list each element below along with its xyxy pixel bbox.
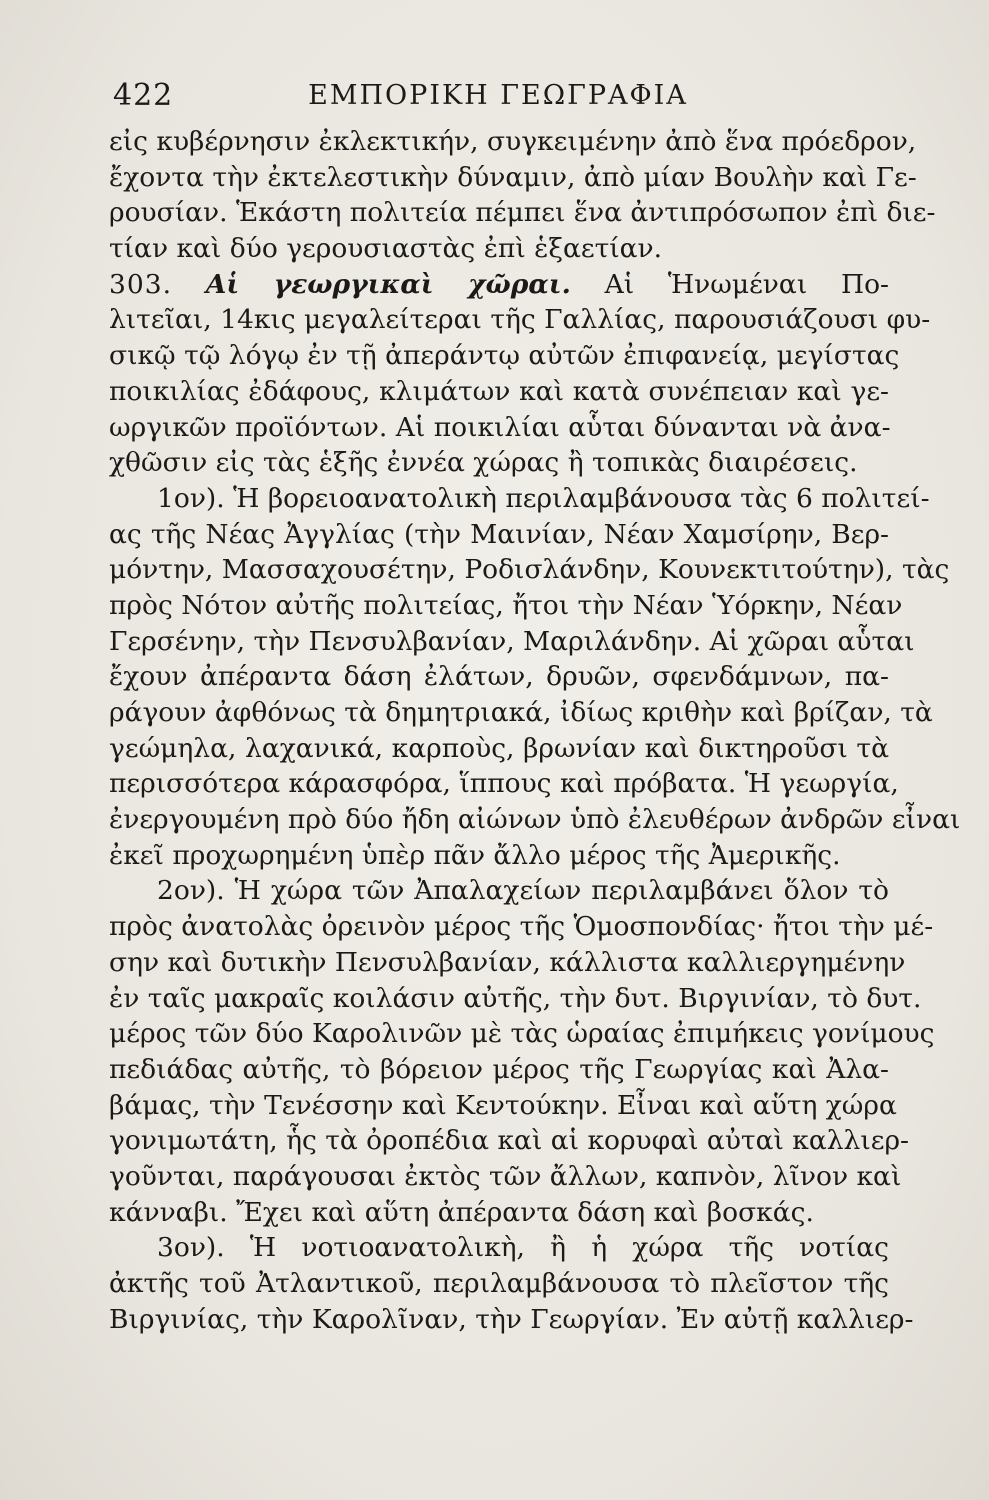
line-text: χθῶσιν εἰς τὰς ἑξῆς ἐννέα χώρας ἢ τοπικὰς διαιρέσεις. [109, 447, 858, 479]
line-text: πρὸς ἀνατολὰς ὀρεινὸν μέρος τῆς Ὁμοσπονδίας· ἤτοι τὴν μέ- [109, 911, 934, 943]
line-text: σικῷ τῷ λόγῳ ἐν τῇ ἀπεράντῳ αὐτῶν ἐπιφανείᾳ, μεγίστας [109, 340, 900, 372]
line-text: ποικιλίας ἐδάφους, κλιμάτων καὶ κατὰ συνέπειαν καὶ γε- [109, 375, 889, 407]
line-text: μόντην, Μασσαχουσέτην, Ροδισλάνδην, Κουνεκτιτούτην), τὰς [109, 554, 950, 586]
text-line [109, 302, 931, 338]
line-text: γοῦνται, παράγουσαι ἐκτὸς τῶν ἄλλων, καπνὸν, λῖνον καὶ [109, 1160, 902, 1192]
text-line [109, 195, 936, 231]
line-text: πεδιάδας αὐτῆς, τὸ βόρειον μέρος τῆς Γεωργίας καὶ Ἀλα- [109, 1053, 889, 1085]
line-text: ωργικῶν προϊόντων. Αἱ ποικιλίαι αὗται δύνανται νὰ ἀνα- [109, 411, 891, 443]
text-line [109, 1016, 935, 1052]
line-text: πρὸς Νότον αὐτῆς πολιτείας, ἤτοι τὴν Νέαν Ὑόρκην, Νέαν [109, 589, 903, 621]
line-text: 2ον). Ἡ χώρα τῶν Ἀπαλαχείων περιλαμβάνει ὅλον τὸ [157, 875, 889, 907]
line-text: τίαν καὶ δύο γερουσιαστὰς ἐπὶ ἑξαετίαν. [109, 233, 663, 265]
line-text: γεώμηλα, λαχανικά, καρποὺς, βρωνίαν καὶ δικτηροῦσι τὰ [109, 732, 889, 764]
line-text: Βιργινίας, τὴν Καρολῖναν, τὴν Γεωργίαν. Ἐν αὐτῇ καλλιερ- [109, 1303, 914, 1335]
text-line [109, 124, 917, 160]
text-line [109, 410, 889, 446]
line-text: κάνναβι. Ἔχει καὶ αὕτη ἀπέραντα δάση καὶ βοσκάς. [109, 1196, 814, 1228]
line-text: Γερσένην, τὴν Πενσυλβανίαν, Μαριλάνδην. Αἱ χῶραι αὗται [109, 625, 915, 657]
text-line [109, 588, 903, 624]
line-text: 3ον). Ἡ νοτιοανατολικὴ, ἢ ἡ χώρα τῆς νοτίας [157, 1232, 889, 1264]
text-line [109, 481, 930, 517]
text-line [109, 624, 915, 660]
text-line [109, 981, 922, 1017]
line-text: ρουσίαν. Ἑκάστη πολιτεία πέμπει ἕνα ἀντιπρόσωπον ἐπὶ διε- [109, 197, 936, 229]
text-line [109, 909, 934, 945]
line-text: λιτεῖαι, 14κις μεγαλείτεραι τῆς Γαλλίας, παρουσιάζουσι φυ- [109, 304, 931, 336]
line-text: περισσότερα κάρασφόρα, ἵππους καὶ πρόβατα. Ἡ γεωργία, [109, 768, 899, 800]
text-line [109, 802, 961, 838]
text-line [109, 1195, 889, 1231]
text-line [109, 873, 889, 909]
line-text: σην καὶ δυτικὴν Πενσυλβανίαν, κάλλιστα καλλιεργημένην [109, 946, 906, 978]
text-line [109, 1266, 889, 1302]
text-line [109, 445, 889, 481]
text-line [109, 1302, 914, 1338]
line-text: μέρος τῶν δύο Καρολινῶν μὲ τὰς ὡραίας ἐπιμήκεις γονίμους [109, 1018, 935, 1050]
text-line [109, 659, 889, 695]
page-header [113, 78, 883, 118]
text-line [109, 838, 889, 874]
text-line [109, 517, 889, 553]
text-line [109, 945, 906, 981]
text-line [109, 160, 917, 196]
line-text: εἰς κυβέρνησιν ἐκλεκτικήν, συγκειμένην ἀπὸ ἕνα πρόεδρον, [109, 126, 917, 157]
text-line [109, 1159, 902, 1195]
line-text: ἐκεῖ προχωρημένη ὑπὲρ πᾶν ἄλλο μέρος τῆς Ἀμερικῆς. [109, 839, 841, 871]
text-line [109, 766, 899, 802]
text-line [109, 552, 950, 588]
line-text: ἐν ταῖς μακραῖς κοιλάσιν αὐτῆς, τὴν δυτ. Βιργινίαν, τὸ δυτ. [109, 982, 922, 1014]
line-text: ας τῆς Νέας Ἀγγλίας (τὴν Μαινίαν, Νέαν Χαμσίρην, Βερ- [109, 518, 889, 550]
line-text: βάμας, τὴν Τενέσσην καὶ Κεντούκην. Εἶναι καὶ αὕτη χώρα [109, 1089, 897, 1121]
text-line [109, 1123, 910, 1159]
section-number: 303. [109, 268, 173, 300]
text-line [109, 374, 889, 410]
body-text [109, 124, 961, 1337]
page-number: 422 [113, 78, 174, 113]
text-line [109, 231, 889, 267]
line-text: Αἱ Ἡνωμέναι Πο- [570, 268, 889, 300]
running-title: ΕΜΠΟΡΙΚΗ ΓΕΩΓΡΑΦΙΑ [308, 80, 688, 111]
text-line [109, 731, 889, 767]
section-title: Αἱ γεωργικαὶ χῶραι. [205, 268, 571, 300]
text-line [109, 1230, 889, 1266]
line-text: 1ον). Ἡ βορειοανατολικὴ περιλαμβάνουσα τὰς 6 πολιτεί- [157, 482, 930, 514]
text-line [109, 695, 933, 731]
line-text: γονιμωτάτη, ἧς τὰ ὀροπέδια καὶ αἱ κορυφαὶ αὐταὶ καλλιερ- [109, 1125, 910, 1157]
text-line [109, 267, 889, 303]
line-text: ἔχουν ἀπέραντα δάση ἐλάτων, δρυῶν, σφενδάμνων, πα- [109, 661, 889, 693]
line-text: ἔχοντα τὴν ἐκτελεστικὴν δύναμιν, ἀπὸ μίαν Βουλὴν καὶ Γε- [109, 161, 917, 193]
line-text: ἐνεργουμένη πρὸ δύο ἤδη αἰώνων ὑπὸ ἐλευθέρων ἀνδρῶν εἶναι [109, 804, 961, 836]
text-line [109, 1088, 897, 1124]
line-text: ράγουν ἀφθόνως τὰ δημητριακά, ἰδίως κριθὴν καὶ βρίζαν, τὰ [109, 697, 933, 728]
text-line [109, 1052, 889, 1088]
line-text: ἀκτῆς τοῦ Ἀτλαντικοῦ, περιλαμβάνουσα τὸ πλεῖστον τῆς [109, 1268, 889, 1299]
text-line [109, 338, 900, 374]
